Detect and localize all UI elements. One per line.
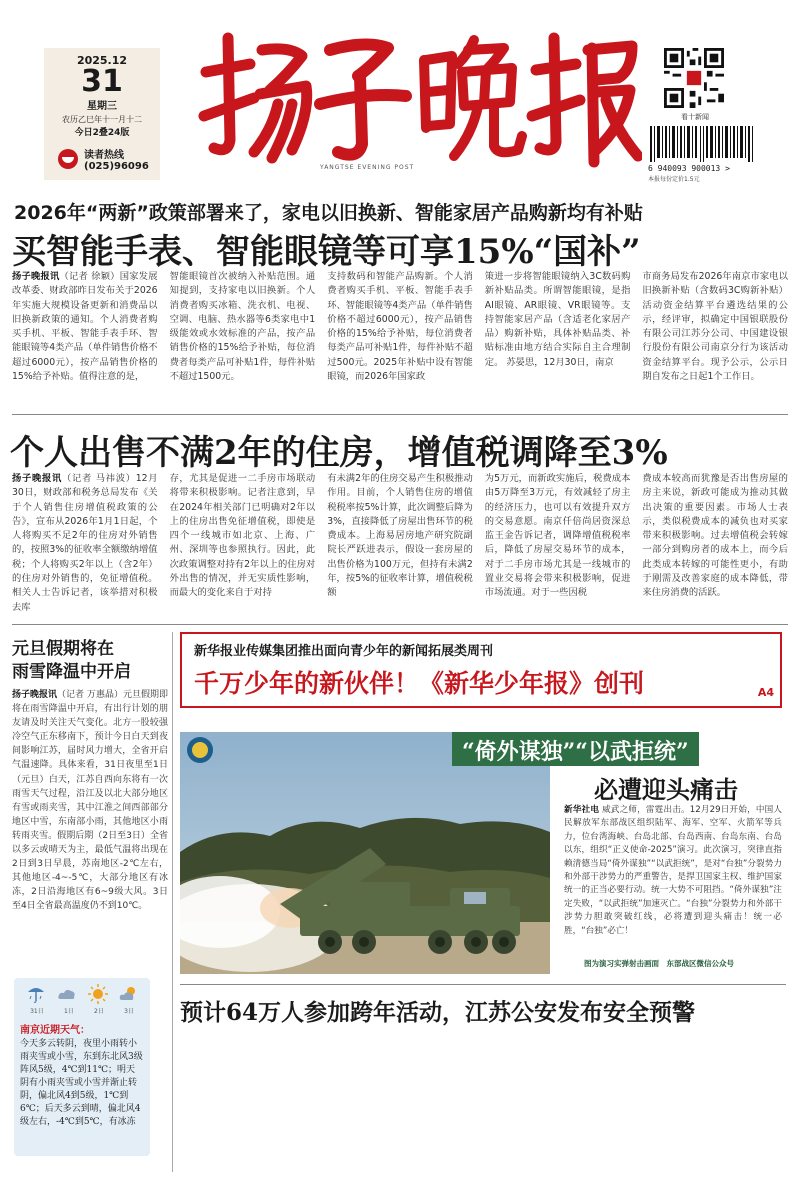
story1-subhead: 2026年“两新”政策部署来了，家电以旧换新、智能家居产品购新均有补贴 [14,202,643,224]
weather-icon-row [20,984,144,1004]
divider [12,414,788,415]
story2-column-2: 存，尤其是促进一二手房市场联动将带来积极影响。记者注意到，早在2024年相关部门已明确对2年以上的住房出售免征增值税，即使是四个一线城市如北京、上海、广州、深圳等也参照执行。因此，此次政策调整对持有2年以上的住房对外出售的情况，并无实质性影响，而最大的变化来自于对持 [169,473,316,599]
reader-hotline [58,146,149,172]
paper-name-english: YANGTSE EVENING POST [320,164,415,171]
story1-headline[interactable]: 买智能手表、智能眼镜等可享15%“国补” [12,232,641,272]
divider [180,984,786,985]
story2-column-4: 为5万元，而新政实施后，税费成本由5万降至3万元，有效减轻了房主的经济压力，也可以有效提升双方的交易意愿。南京仟倍尚居资深总监王金告诉记者，调降增值税税率后，降低了房屋交易环节的成本，对于二手房市场尤其是一线城市的置业交易将会带来积极影响，促进市场流通。对于一些因税 [484,473,631,599]
qr-code-label: 看十新闻 [681,113,709,121]
weather-title: 南京近期天气： [20,1025,90,1036]
issue-day: 31 [81,64,123,99]
sidebar-headline[interactable] [12,638,162,684]
page-count: 今日2叠24版 [74,128,130,138]
story2-column-3: 有未满2年的住房交易产生积极推动作用。目前，个人销售住房的增值税税率按5%计算，此次调整后降为3%，直接降低了房屋出售环节的税费成本。上海易居房地产研究院副院长严跃进表示，假设一套房屋的出售价格为100万元，但持有未满2年，按5%的征收率计算，增值税税额 [327,473,473,599]
commentary-byline: 新华社电 [564,805,600,815]
weather-day: 1日 [63,1008,74,1015]
rain-icon [26,984,46,1004]
date-box [44,48,160,180]
weather-box [14,978,150,1156]
hotline-number: (025)96096 [84,161,149,172]
sidebar-body: 扬子晚报讯（记者 万惠晶）元旦假期即将在雨雪降温中开启，有出行计划的朋友请及时关注天气变化。北方一股较强冷空气正东移南下，预计今日白天到夜间影响江苏，届时风力增大，全省开启气温速降。具体来看，31日夜里至1日（元旦）白天，江苏自西向东将有一次雨雪天气过程，沿江及以北大部分地区有雪或雨夹雪，其中江淮之间西部部分地区中雪，东南部小雨，其他地区小雨转雨夹雪。假期后期（2日至3日）全省以多云或晴天为主，最低气温将出现在2日到3日早晨，苏南地区-2℃左右，其他地区-4~-5℃，大部分地区有冰冻，2日沿海地区有6~9级大风。3日至4日全省最高温度仍不到10℃。 [12,690,168,912]
sun-icon [88,984,108,1004]
sidebar-byline: 扬子晚报讯 [12,690,58,700]
issue-year-month: 2025.12 [76,54,128,67]
divider [12,624,788,625]
story2-body [12,472,788,616]
column-divider [172,632,173,1172]
promo-subhead: 新华报业传媒集团推出面向青少年的新闻拓展类周刊 [194,644,494,659]
commentary-body: 新华社电 威武之师，雷霆出击。12月29日开始，中国人民解放军东部战区组织陆军、海军、空军、火箭军等兵力，位台湾海峡、台岛北部、台岛西南、台岛东南、台岛以东，组织“正义使命-2025”演习。此次演习，突律直指赖清德当局“倚外谋独”“以武拒统”，是对“台独”分裂势力和外部干涉势力的严重警告，是捍卫国家主权、维护国家统一的正当必要行动。统一大势不可阻挡。“倚外谋独”注定失败，“以武拒统”加速灭亡。“台独”分裂势力和外部干涉势力胆敢突破红线，必将遭到迎头痛击！统一必胜，“台独”必亡！ [564,805,782,936]
weather-day-row [20,1006,144,1015]
cloud-icon [57,984,77,1004]
sidebar-headline-line2: 雨雪降温中开启 [12,662,131,682]
barcode-icon [648,126,768,166]
commentary-banner[interactable]: “倚外谋独”“以武拒统” [452,732,699,766]
rocket-launcher-photo [180,732,550,974]
story1-byline: 扬子晚报讯 [12,271,60,282]
story2-byline: 扬子晚报讯 [12,473,63,484]
weather-forecast: 今天多云转阴，夜里小雨转小雨夹雪或小雪，东到东北风3级阵风5级，4℃到11℃；明天阴有小雨夹雪或小雪并渐止转阴，偏北风4到5级，1℃到6℃；后天多云到晴，偏北风4级左右，-4℃到5℃，有冰冻 [20,1039,143,1127]
story2-column-5: 费成本较高而犹豫是否出售房屋的房主来说，新政可能成为推动其做出决策的重要因素。市场人士表示，类似税费成本的减负也对买家带来积极影响。过去增值税会转嫁一部分到购房者的成本上，而今后此类成本转嫁的可能性更小，有助于刚需及改善家庭的成本降低，带来住房消费的活跃。 [642,473,788,599]
qr-code-icon[interactable] [664,48,724,108]
issue-weekday: 星期三 [87,101,117,112]
story1-column-4: 策进一步将智能眼镜纳入3C数码购新补贴品类。所谓智能眼镜，是指AI眼镜、AR眼镜、VR眼镜等。支持智能家居产品（含适老化家居产品）购新补贴，具体补贴品类、补贴标准由地方结合实际自主合理制定。 苏晏思，12月30日，南京 [484,271,631,368]
photo-caption: 图为演习实弹射击画面 东部战区微信公众号 [584,959,734,968]
story1-column-5: 市商务局发布2026年南京市家电以旧换新补贴（含数码3C购新补贴）活动资金结算平台遴选结果的公示，经评审，拟确定中国银联股份有限公司江苏分公司、中国建设银行股份有限公司南京分行为该活动资金结算平台。现予公示，公示日期自发布之日起1个工作日。 [642,271,788,383]
promo-headline: 千万少年的新伙伴！《新华少年报》创刊 [194,669,645,698]
news-photo [180,732,550,974]
hotline-label: 读者热线 [84,150,124,161]
weather-day: 3日 [124,1008,134,1015]
promo-page-reference[interactable]: A4 [757,686,774,699]
photo-credit: 东部战区微信公众号 [666,959,734,968]
cloud-sun-icon [119,984,139,1004]
sidebar-headline-line1: 元旦假期将在 [12,639,114,659]
story1-column-3: 支持数码和智能产品购新。个人消费者购买手机、平板、智能手表手环、智能眼镜等4类产品（单件销售价格不超过6000元），按产品销售价格的15%给予补贴，每位消费者每类产品可补贴1件，每件补贴不超过500元。2025年补贴中设有智能眼镜，而2026年国家政 [327,271,473,383]
price-note: 本报每份定价1.5元 [648,176,700,183]
lunar-date: 农历乙巳年十一月十二 [62,115,142,124]
hotline-logo-icon [58,149,78,169]
story1-column-1: 扬子晚报讯（记者 徐颖）国家发展改革委、财政部昨日发布关于2026年实施大规模设备更新和消费品以旧换新政策的通知。个人消费者购买手机、平板、智能手表手环、智能眼镜等4类产品（单件销售价格不超过6000元），按产品销售价格的15%给予补贴。值得注意的是， [12,271,158,383]
barcode-number: 6 940093 900013 > [648,164,730,173]
story1-column-2: 智能眼镜首次被纳入补贴范围。通知提到，支持家电以旧换新。个人消费者购买冰箱、洗衣机、电视、空调、电脑、热水器等6类家电中1级能效或水效标准的产品，按产品销售价格的15%给予补贴，每位消费者每类产品可补贴1件，每件补贴不超过1500元。 [169,271,316,383]
weather-day: 31日 [30,1008,44,1015]
story3-headline[interactable]: 预计64万人参加跨年活动，江苏公安发布安全预警 [180,999,696,1026]
story2-column-1: 扬子晚报讯（记者 马祎波）12月30日，财政部和税务总局发布《关于个人销售住房增值税政策的公告》，宣布从2026年1月1日起，个人将购买不足2年的住房对外销售的，按照3%的征收率全额缴纳增值税；个人将购买2年以上（含2年）的住房对外销售的，免征增值税。相关人士告诉记者，该举措对积极去库 [12,473,158,613]
story2-headline[interactable]: 个人出售不满2年的住房，增值税调降至3% [10,433,668,473]
commentary-box [462,732,786,974]
commentary-headline[interactable]: 必遭迎头痛击 [594,775,738,804]
promo-box[interactable] [180,632,782,708]
weather-day: 2日 [94,1008,104,1015]
story1-body [12,270,788,404]
paper-logo [192,20,642,180]
